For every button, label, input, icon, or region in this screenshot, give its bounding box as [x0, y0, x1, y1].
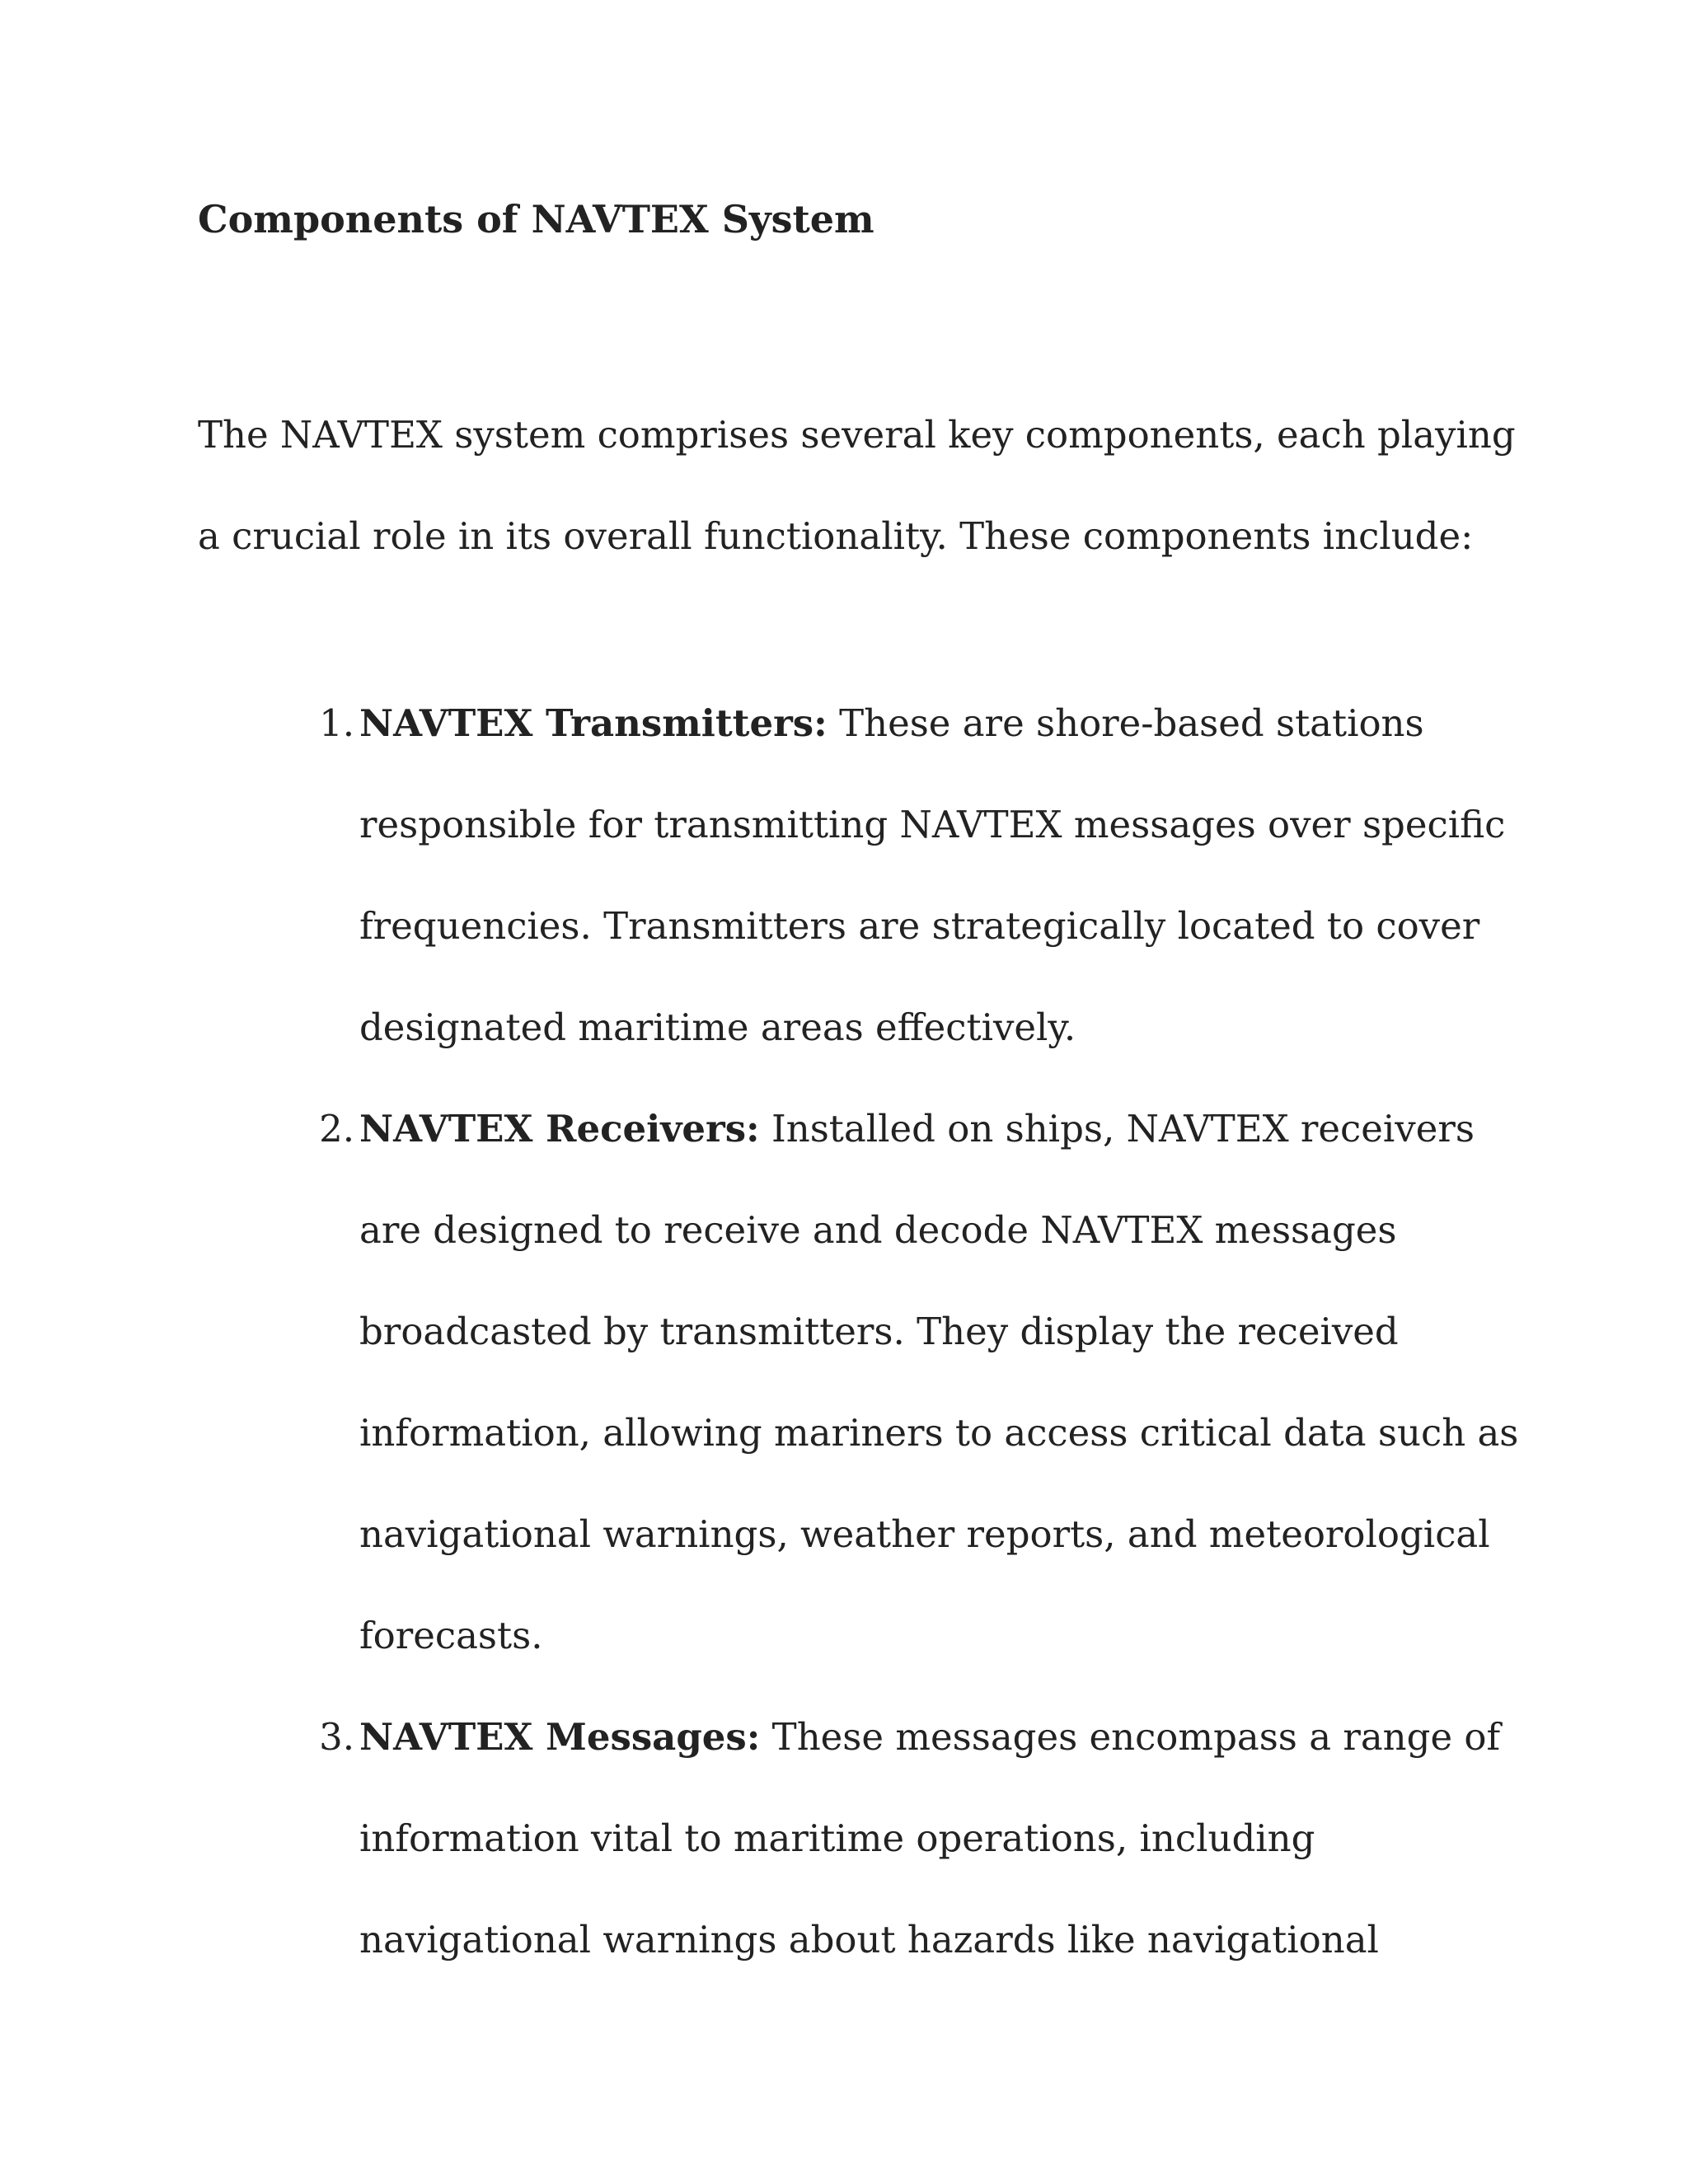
list-item-line: navigational warnings about hazards like navigational [359, 1918, 1379, 1961]
list-item-receivers [0, 1078, 1518, 1686]
list-item-text: These messages encompass a range of [760, 1715, 1501, 1759]
list-item-first-line [359, 1686, 1518, 1788]
section-heading: Components of NAVTEX System [198, 197, 874, 241]
list-item-term: NAVTEX Transmitters: [359, 701, 828, 745]
list-item-text: These are shore-based stations [827, 701, 1424, 745]
list-item-term: NAVTEX Receivers: [359, 1107, 760, 1151]
list-item-transmitters [0, 673, 1518, 1078]
list-item-number: 2. [319, 1107, 354, 1151]
list-item-line: responsible for transmitting NAVTEX messages over specific [359, 803, 1506, 846]
list-item-body [359, 1686, 1518, 1990]
list-item-text: Installed on ships, NAVTEX receivers [759, 1107, 1475, 1151]
list-item-line: information vital to maritime operations, including [359, 1816, 1315, 1860]
list-item-line: navigational warnings, weather reports, and meteorological [359, 1512, 1490, 1556]
list-item-body [359, 673, 1518, 1078]
list-item-term: NAVTEX Messages: [359, 1715, 761, 1759]
list-item-line: forecasts. [359, 1614, 543, 1657]
list-item-line: information, allowing mariners to access critical data such as [359, 1411, 1519, 1455]
list-item-first-line [359, 673, 1518, 774]
list-item-number: 1. [319, 701, 354, 745]
intro-paragraph [198, 384, 1517, 587]
list-item-messages [0, 1686, 1518, 1990]
intro-line: The NAVTEX system comprises several key components, each playing [198, 413, 1516, 457]
list-item-line: are designed to receive and decode NAVTEX messages [359, 1208, 1397, 1252]
list-item-body [359, 1078, 1518, 1686]
list-item-line: frequencies. Transmitters are strategically located to cover [359, 904, 1480, 948]
list-item-number: 3. [319, 1715, 354, 1759]
list-item-line: broadcasted by transmitters. They display the received [359, 1310, 1399, 1353]
intro-line: a crucial role in its overall functionality. These components include: [198, 514, 1474, 558]
components-list [0, 673, 1518, 1990]
list-item-first-line [359, 1078, 1518, 1179]
list-item-line: designated maritime areas effectively. [359, 1005, 1076, 1049]
